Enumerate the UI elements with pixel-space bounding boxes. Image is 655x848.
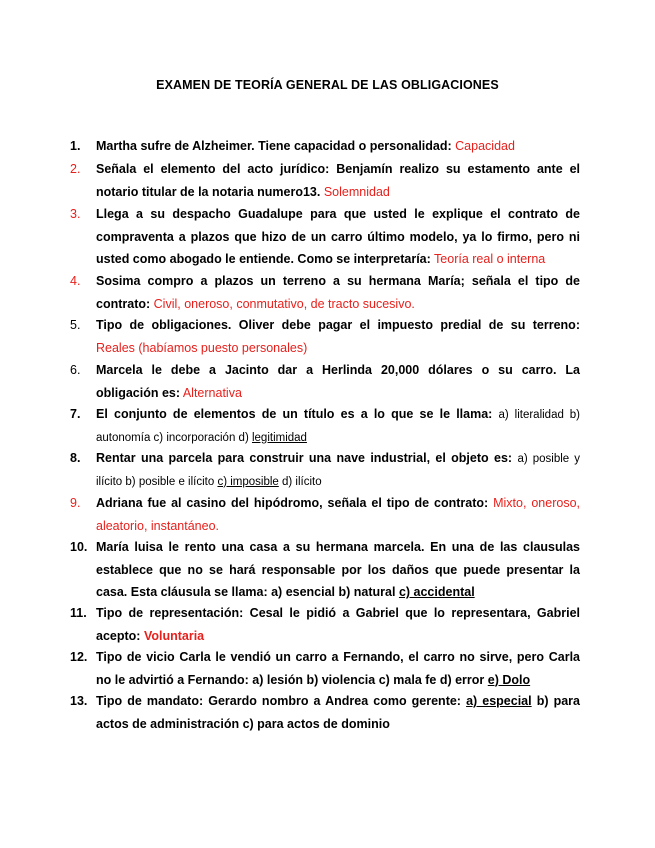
question-text-line: casa. Esta cláusula se llama: a) esencial b) natural <box>96 585 396 599</box>
question-13 <box>70 690 580 735</box>
question-number: 11. <box>70 606 87 620</box>
question-text-line: contrato: <box>96 296 151 311</box>
answer-text: aleatorio, instantáneo. <box>96 518 220 533</box>
options-text: autonomía c) incorporación d) <box>96 431 249 444</box>
answer-text: a) especial <box>466 694 532 708</box>
question-number: 6. <box>70 363 81 377</box>
question-text-line: Tipo de obligaciones. Oliver debe pagar el impuesto predial de su terreno: <box>96 318 580 332</box>
question-text-line: usted como abogado le entiende. Como se interpretaría: <box>96 252 431 266</box>
answer-text: legitimidad <box>251 431 307 444</box>
question-number: 4. <box>70 274 81 288</box>
question-number: 13. <box>70 694 88 708</box>
question-number: 8. <box>70 451 81 465</box>
question-text: Martha sufre de Alzheimer. Tiene capacidad o personalidad: <box>96 139 452 153</box>
question-number: 2. <box>70 162 81 176</box>
question-text-line: acepto: <box>96 628 141 643</box>
options-text: ilícito b) posible e ilícito <box>96 475 215 488</box>
question-number: 7. <box>70 407 81 421</box>
options-text: d) ilícito <box>282 475 322 488</box>
question-number: 10. <box>70 540 88 554</box>
question-11 <box>70 602 580 647</box>
question-text-line: notario titular de la notaria numero13. <box>96 184 321 199</box>
question-number: 1. <box>70 139 81 153</box>
answer-text: Capacidad <box>455 139 515 153</box>
question-10 <box>70 536 580 604</box>
answer-text: c) imposible <box>217 475 279 488</box>
question-text-line: Tipo de mandato: Gerardo nombro a Andrea como gerente: <box>96 694 461 708</box>
question-text-line: Señala el elemento del acto jurídico: Benjamín realizo su estamento ante el <box>96 162 580 176</box>
answer-text: Civil, oneroso, conmutativo, de tracto sucesivo. <box>153 296 415 311</box>
question-text-line: Sosima compro a plazos un terreno a su hermana María; señala el tipo de <box>96 274 580 288</box>
question-text-line: Marcela le debe a Jacinto dar a Herlinda 20,000 dólares o su carro. La <box>96 363 580 377</box>
question-number: 9. <box>70 496 81 510</box>
answer-text: Alternativa <box>182 385 242 400</box>
question-5 <box>70 314 580 359</box>
answer-text: Mixto, oneroso, <box>493 496 580 510</box>
question-text-line: b) para <box>536 694 580 708</box>
exam-title: EXAMEN DE TEORÍA GENERAL DE LAS OBLIGACIONES <box>156 78 499 92</box>
question-1 <box>70 135 580 158</box>
question-text-line: Tipo de vicio Carla le vendió un carro a Fernando, el carro no sirve, pero Carla <box>96 650 580 664</box>
question-number: 12. <box>70 650 88 664</box>
question-text-line: Llega a su despacho Guadalupe para que usted le explique el contrato de <box>96 207 580 221</box>
question-number: 3. <box>70 207 81 221</box>
answer-text: e) Dolo <box>487 672 531 687</box>
question-text-line: El conjunto de elementos de un título es a lo que se le llama: <box>96 407 493 421</box>
question-12 <box>70 646 580 691</box>
question-text-line: establece que no se hará responsable por los daños que puede presentar la <box>96 562 580 577</box>
question-9 <box>70 492 580 537</box>
question-text-line: compraventa a plazos que hizo de un carro último modelo, ya lo firmo, pero ni <box>96 229 580 244</box>
question-text-line: actos de administración c) para actos de dominio <box>96 716 390 731</box>
question-text-line: Adriana fue al casino del hipódromo, señala el tipo de contrato: <box>96 496 489 510</box>
question-3 <box>70 203 580 271</box>
question-text-line: Tipo de representación: Cesal le pidió a Gabriel que lo representara, Gabriel <box>96 606 580 620</box>
question-text-line: María luisa le rento una casa a su hermana marcela. En una de las clausulas <box>96 540 580 554</box>
question-text-line: no le advirtió a Fernando: a) lesión b) violencia c) mala fe d) error <box>96 672 485 687</box>
question-6 <box>70 359 580 404</box>
answer-text: Teoría real o interna <box>434 252 546 266</box>
answer-text: Solemnidad <box>323 184 390 199</box>
answer-text: Voluntaria <box>143 628 205 643</box>
question-number: 5. <box>70 318 81 332</box>
options-text: a) literalidad b) <box>498 409 580 421</box>
question-7 <box>70 403 580 449</box>
question-text-line: obligación es: <box>96 385 181 400</box>
options-text: a) posible y <box>517 453 580 465</box>
question-text-line: Rentar una parcela para construir una nave industrial, el objeto es: <box>96 451 513 465</box>
answer-text: c) accidental <box>398 585 475 599</box>
question-4 <box>70 270 580 315</box>
question-2 <box>70 158 580 203</box>
question-8 <box>70 447 580 493</box>
answer-text: Reales (habíamos puesto personales) <box>96 340 308 355</box>
